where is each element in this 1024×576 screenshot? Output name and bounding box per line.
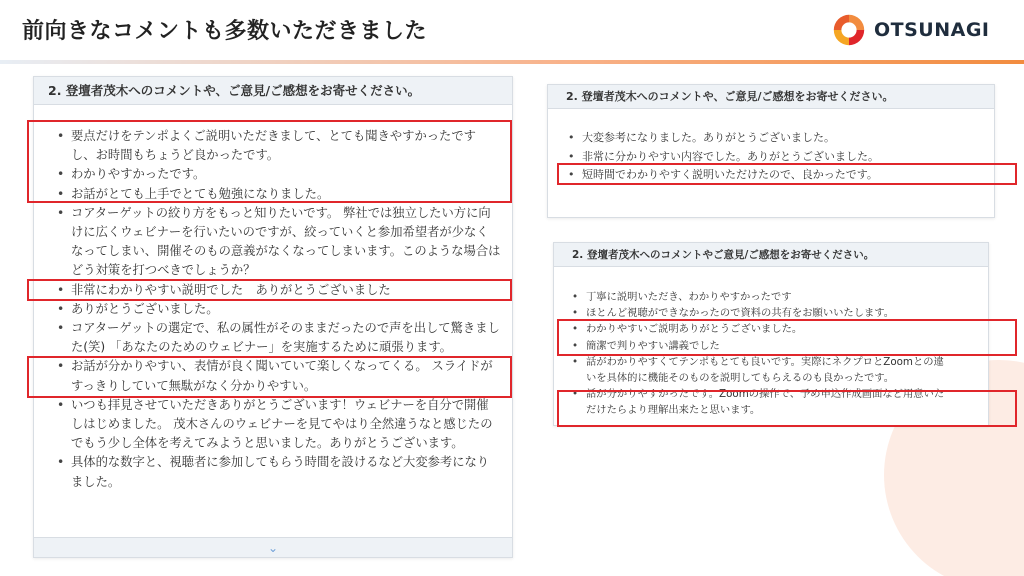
list-item: • 具体的な数字と、視聴者に参加してもらう時間を設けるなど大変参考になり (71, 453, 519, 472)
list-item: どう対策を打つべきでしょうか？ (71, 263, 256, 278)
company-logo (830, 10, 990, 50)
page-title: 前向きなコメントも多数いただきました (22, 19, 428, 44)
list-item: • ほとんど視聴ができなかったので資料の共有をお願いいたします。 (586, 305, 986, 321)
panel-heading: 2. 登壇者茂木へのコメントや、ご意見/ご感想をお寄せください。 (548, 85, 994, 109)
list-item: すっきりしていて無駄がなく分かりやすい。 (71, 378, 317, 393)
list-item: • 大変参考になりました。ありがとうございました。 (582, 129, 982, 148)
chevron-down-icon: ⌄ (267, 541, 279, 555)
list-item: • わかりやすいご説明ありがとうございました。 (586, 321, 986, 337)
panel-heading: 2. 登壇者茂木へのコメントやご意見/ご感想をお寄せください。 (554, 243, 988, 267)
list-item: • 丁寧に説明いただき、わかりやすかったです (586, 289, 986, 305)
list-item: ました。 (71, 474, 121, 489)
list-item: けに広くウェビナーを行いたいのですが、絞っていくと参加希望者が少なく (71, 225, 489, 240)
list-item: • 要点だけをテンポよくご説明いただきまして、とても聞きやすかったです (71, 127, 519, 146)
header-divider (0, 60, 1024, 64)
list-item: しはじめました。 茂木さんのウェビナーを見てやはり全然違うなと感じたの (71, 417, 493, 432)
highlight-box (557, 390, 1017, 427)
list-item: • 非常に分かりやすい内容でした。ありがとうございました。 (582, 148, 982, 167)
list-item: • いつも拝見させていただきありがとうございます！ウェビナーを自分で開催 (71, 396, 519, 415)
list-item: • コアターゲットの選定で、私の属性がそのままだったので声を出して驚きまし (71, 319, 519, 338)
list-item: だけたらより理解出来たと思います。 (586, 404, 761, 417)
list-item: • お話がとても上手でとても勉強になりました。 (71, 185, 519, 204)
list-item: なってしまい、開催そのもの意義がなくなってしまいます。このような場合は (71, 244, 501, 259)
panel-heading: 2. 登壇者茂木へのコメントや、ご意見/ご感想をお寄せください。 (34, 77, 512, 105)
list-item: • お話が分かりやすい、表情が良く聞いていて楽しくなってくる。 スライドが (71, 357, 519, 376)
list-item: た(笑) 「あなたのためのウェビナー」を実施するために頑張ります。 (71, 340, 452, 355)
highlight-box (27, 279, 512, 301)
list-item: • 短時間でわかりやすく説明いただけたので、良かったです。 (582, 166, 982, 185)
otsunagi-logo-icon (830, 11, 868, 49)
list-item: いを具体的に機能そのものを説明してもらえるのも良かったです。 (586, 372, 895, 385)
highlight-box (27, 120, 512, 203)
highlight-box (557, 163, 1017, 185)
list-item: • ありがとうございました。 (71, 300, 519, 319)
scroll-more-button[interactable] (34, 537, 512, 557)
list-item: • 話が分かりやすかったです。Zoomの操作で、予め申込作成画面など用意いた (586, 386, 986, 402)
highlight-box (557, 319, 1017, 356)
list-item: し、お時間もちょうど良かったです。 (71, 148, 280, 163)
list-item: • 話がわかりやすくてテンポもとても良いです。実際にネクプロとZoomとの違 (586, 354, 986, 370)
list-item: • 非常にわかりやすい説明でした ありがとうございました (71, 281, 519, 300)
highlight-box (27, 356, 512, 398)
list-item: • コアターゲットの絞り方をもっと知りたいです。 弊社では独立したい方に向 (71, 204, 519, 223)
list-item: • 簡潔で判りやすい講義でした (586, 338, 986, 354)
logo-text: OTSUNAGI (874, 19, 990, 41)
list-item: • わかりやすかったです。 (71, 165, 519, 184)
list-item: でもう少し全体を考えてみようと思いました。ありがとうございます。 (71, 436, 464, 451)
